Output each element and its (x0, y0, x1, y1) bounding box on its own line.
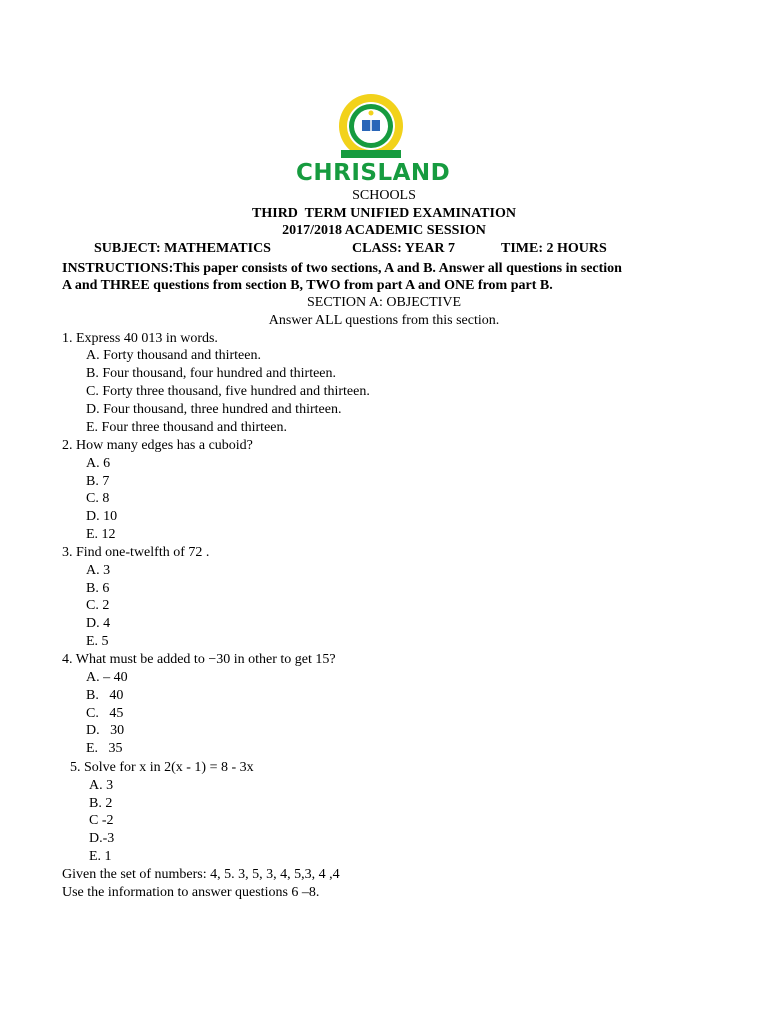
q5-option-d: D.-3 (89, 831, 115, 846)
question-1: 1. Express 40 013 in words. (62, 331, 218, 346)
q5-option-c: C -2 (89, 813, 114, 828)
q2-option-d: D. 10 (86, 509, 118, 524)
q4-option-d: D. 30 (86, 723, 125, 738)
schools-label: SCHOOLS (352, 188, 416, 203)
section-note: Answer ALL questions from this section. (268, 313, 500, 328)
q3-option-d: D. 4 (86, 616, 111, 631)
q1-option-c: C. Forty three thousand, five hundred and thirteen. (86, 384, 370, 399)
use-information-text: Use the information to answer questions 6 –8. (62, 885, 320, 900)
question-4: 4. What must be added to −30 in other to get 15? (62, 652, 336, 667)
q3-option-c: C. 2 (86, 598, 110, 613)
q2-option-b: B. 7 (86, 474, 110, 489)
q2-option-a: A. 6 (86, 456, 111, 471)
class-label: CLASS: YEAR 7 (352, 241, 455, 256)
brand-name: CHRISLAND (296, 160, 451, 186)
school-logo (296, 92, 451, 192)
q5-option-b: B. 2 (89, 796, 113, 811)
q2-option-e: E. 12 (86, 527, 116, 542)
q3-option-b: B. 6 (86, 581, 110, 596)
q3-option-e: E. 5 (86, 634, 109, 649)
question-5: 5. Solve for x in 2(x - 1) = 8 - 3x (70, 760, 254, 775)
question-3: 3. Find one-twelfth of 72 . (62, 545, 210, 560)
question-2: 2. How many edges has a cuboid? (62, 438, 253, 453)
q5-option-e: E. 1 (89, 849, 112, 864)
given-set-text: Given the set of numbers: 4, 5. 3, 5, 3, 4, 5,3, 4 ,4 (62, 867, 340, 882)
section-title: SECTION A: OBJECTIVE (307, 295, 461, 310)
q4-option-c: C. 45 (86, 706, 124, 721)
academic-session: 2017/2018 ACADEMIC SESSION (282, 223, 486, 238)
q4-option-b: B. 40 (86, 688, 124, 703)
subject-label: SUBJECT: MATHEMATICS (94, 241, 271, 256)
crest-icon (296, 92, 446, 162)
q1-option-d: D. Four thousand, three hundred and thirteen. (86, 402, 342, 417)
q4-option-a: A. – 40 (86, 670, 128, 685)
q1-option-e: E. Four three thousand and thirteen. (86, 420, 288, 435)
exam-title: THIRD TERM UNIFIED EXAMINATION (252, 206, 516, 221)
q4-option-e: E. 35 (86, 741, 123, 756)
instructions-line-1: INSTRUCTIONS:This paper consists of two sections, A and B. Answer all questions in section (62, 261, 622, 276)
instructions-line-2: A and THREE questions from section B, TWO from part A and ONE from part B. (62, 278, 553, 293)
q1-option-b: B. Four thousand, four hundred and thirteen. (86, 366, 337, 381)
q2-option-c: C. 8 (86, 491, 110, 506)
q1-option-a: A. Forty thousand and thirteen. (86, 348, 261, 363)
time-label: TIME: 2 HOURS (501, 241, 607, 256)
q5-option-a: A. 3 (89, 778, 114, 793)
q3-option-a: A. 3 (86, 563, 111, 578)
